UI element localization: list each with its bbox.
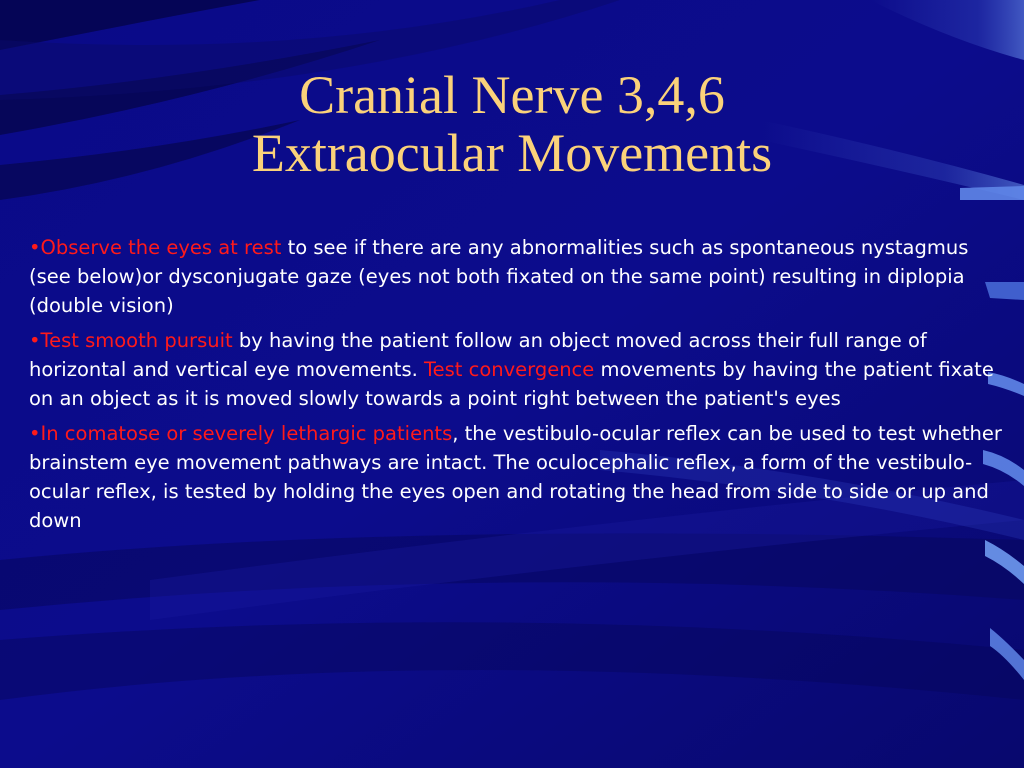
slide-title [0,66,1024,182]
bullet-text: to see if there are any abnormalities such as spontaneous nystagmus (see below)or dysconjugate gaze (eyes not both fixated on the same point) resulting in diplopia (double vision) [29,236,969,317]
slide-body [29,233,1004,541]
bullet-smooth-pursuit [29,326,1004,413]
bullet-highlight: •Observe the eyes at rest [29,236,282,259]
bullet-highlight: •In comatose or severely lethargic patients [29,422,453,445]
bullet-text-2: movements by having the patient fixate on an object as it is moved slowly towards a point right between the patient's eyes [29,358,994,410]
title-line-2: Extraocular Movements [251,123,773,183]
bullet-observe-eyes [29,233,1004,320]
title-line-1: Cranial Nerve 3,4,6 [299,65,725,125]
bullet-highlight-2: Test convergence [424,358,595,381]
bullet-text: , the vestibulo-ocular reflex can be used to test whether brainstem eye movement pathways are intact. The oculocephalic reflex, a form of the vestibulo-ocular reflex, is tested by holding the eyes open and rotating the head from side to side or up and down [29,422,1002,532]
bullet-highlight: •Test smooth pursuit [29,329,233,352]
bullet-comatose [29,419,1004,535]
right-accent-1 [960,186,1024,200]
bullet-text: by having the patient follow an object moved across their full range of horizontal and vertical eye movements. [29,329,927,381]
